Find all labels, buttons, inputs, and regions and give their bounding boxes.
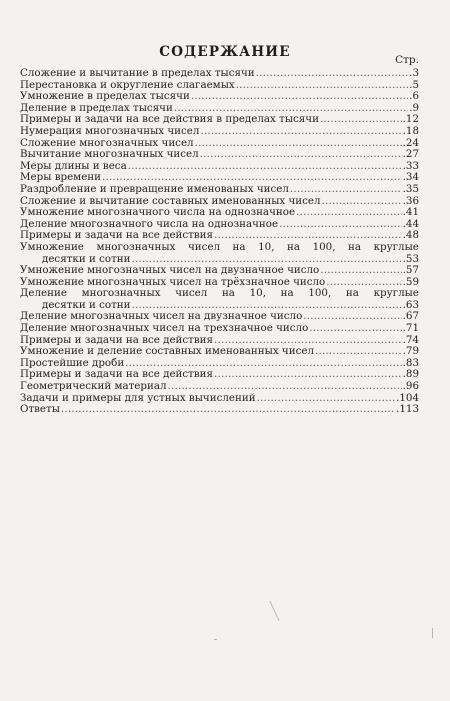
toc-entry-title: Ответы bbox=[20, 403, 60, 416]
toc-leader-dots bbox=[191, 91, 408, 103]
toc-entry-page: . 63 bbox=[403, 300, 419, 312]
toc-entry-title: Умножение многозначных чисел на трёхзначное число bbox=[20, 275, 326, 288]
toc-entry-page: . 57 bbox=[403, 265, 419, 277]
toc-leader-dots bbox=[200, 149, 402, 161]
toc-word: 10, bbox=[258, 240, 275, 253]
toc-leader-dots bbox=[195, 138, 402, 150]
toc-entry-title: Примеры и задачи на все действия bbox=[20, 333, 214, 346]
toc-word: на bbox=[232, 240, 246, 253]
toc-entry[interactable] bbox=[20, 207, 419, 219]
toc-word: на bbox=[221, 287, 235, 300]
toc-word: 10, bbox=[249, 287, 266, 300]
toc-word: на bbox=[287, 240, 301, 253]
toc-entry[interactable] bbox=[20, 265, 419, 277]
toc-leader-dots bbox=[309, 323, 401, 335]
toc-word: круглые bbox=[373, 287, 419, 300]
toc-entry-page: . 89 bbox=[403, 369, 419, 381]
toc-entry-page: . 59 bbox=[403, 277, 419, 289]
toc-leader-dots bbox=[315, 346, 402, 358]
toc-word: на bbox=[280, 287, 294, 300]
toc-entry-page: . 24 bbox=[403, 138, 419, 150]
toc-entry-page: . 5 bbox=[409, 80, 419, 92]
toc-leader-dots bbox=[296, 207, 402, 219]
toc-entry-page: . 12 bbox=[403, 114, 419, 126]
toc-entry-page: . 9 bbox=[409, 103, 419, 115]
toc-leader-dots bbox=[61, 404, 395, 416]
toc-entry-title: Умножение многозначных чисел на двузначное число bbox=[20, 264, 320, 277]
toc-entry-title: десятки и сотни bbox=[42, 252, 131, 265]
toc-entry-title: Сложение и вычитание в пределах тысячи bbox=[20, 67, 255, 79]
toc-word: чисел bbox=[175, 287, 208, 300]
page-title: СОДЕРЖАНИЕ bbox=[159, 44, 291, 60]
toc-entry[interactable] bbox=[20, 404, 419, 416]
toc-word: Умножение bbox=[20, 240, 84, 253]
toc-leader-dots bbox=[256, 68, 409, 80]
toc-entry-title: Геометрический материал bbox=[20, 380, 167, 393]
toc-entry-title: Умножение и деление составных именованных чисел bbox=[20, 345, 315, 358]
toc-entry[interactable] bbox=[20, 184, 419, 196]
toc-word: на bbox=[345, 287, 359, 300]
page-scratch-mark bbox=[432, 628, 433, 638]
toc-entry-page: . 36 bbox=[403, 196, 419, 208]
toc-leader-dots bbox=[200, 126, 401, 138]
toc-entry-title: Умножение в пределах тысячи bbox=[20, 90, 190, 103]
toc-entry-page: . 48 bbox=[403, 230, 419, 242]
toc-entry-page: . 67 bbox=[403, 311, 419, 323]
toc-entry-title: Меры длины и веса bbox=[20, 159, 127, 172]
toc-leader-dots bbox=[257, 393, 396, 405]
toc-entry-page: . 74 bbox=[403, 335, 419, 347]
toc-entry-title: Простейшие дроби bbox=[20, 356, 125, 369]
toc-entry-page: . 41 bbox=[403, 207, 419, 219]
toc-leader-dots bbox=[214, 369, 402, 381]
toc-leader-dots bbox=[279, 219, 402, 231]
page-column-label: Стр. bbox=[395, 54, 419, 66]
toc-word: Деление bbox=[20, 287, 67, 300]
toc-leader-dots bbox=[236, 80, 408, 92]
toc-word: чисел bbox=[187, 240, 221, 253]
toc-word: многозначных bbox=[96, 240, 176, 253]
toc-entry-title: Деление многозначного числа на однозначное bbox=[20, 217, 279, 230]
toc-entry-page: . 83 bbox=[403, 358, 419, 370]
toc-entry-title: Деление многозначных чисел на двузначное число bbox=[20, 310, 303, 323]
toc-entry[interactable] bbox=[20, 323, 419, 335]
toc-word: на bbox=[348, 240, 362, 253]
toc-entry-title: десятки и сотни bbox=[42, 298, 131, 311]
toc-entry-page: . 71 bbox=[403, 323, 419, 335]
toc-entry[interactable] bbox=[20, 126, 419, 138]
toc-entry[interactable] bbox=[20, 68, 419, 80]
toc-entry-page: . 6 bbox=[409, 91, 419, 103]
toc-word: многозначных bbox=[81, 287, 161, 300]
toc-leader-dots bbox=[320, 114, 402, 126]
toc-leader-dots bbox=[290, 184, 402, 196]
toc-entry-page: . 3 bbox=[409, 68, 419, 80]
toc-entry-title: Вычитание многозначных чисел bbox=[20, 148, 199, 161]
toc-entry-page: . 35 bbox=[403, 184, 419, 196]
toc-leader-dots bbox=[128, 161, 402, 173]
toc-entry-title: Сложение и вычитание составных именованных чисел bbox=[20, 194, 321, 207]
toc-entry-justified-line[interactable] bbox=[20, 242, 419, 254]
toc-word: 100, bbox=[312, 240, 336, 253]
toc-entry-page: . 104 bbox=[396, 393, 419, 405]
toc-entry-title: Деление многозначных чисел на трехзначное число bbox=[20, 322, 309, 335]
toc-entry-page: . 33 bbox=[403, 161, 419, 173]
toc-leader-dots bbox=[168, 381, 402, 393]
toc-entry-title: Примеры и задачи на все действия в пределах тысячи bbox=[20, 113, 319, 126]
page-scratch-mark bbox=[214, 639, 217, 640]
toc-leader-dots bbox=[303, 311, 401, 323]
toc-word: 100, bbox=[308, 287, 332, 300]
toc-entry-page: . 113 bbox=[396, 404, 419, 416]
toc-entry-title: Нумерация многозначных чисел bbox=[20, 124, 200, 137]
toc-word: круглые bbox=[373, 240, 419, 253]
toc-entry-page: . 34 bbox=[403, 172, 419, 184]
toc-entry[interactable] bbox=[20, 393, 419, 405]
toc-entry-page: . 79 bbox=[403, 346, 419, 358]
toc-entry-page: . 53 bbox=[403, 254, 419, 266]
toc-entry[interactable] bbox=[20, 381, 419, 393]
toc-entry[interactable] bbox=[20, 277, 419, 289]
toc-entry-title: Примеры и задачи на все действия bbox=[20, 368, 214, 381]
toc-entry-title: Примеры и задачи на все действия bbox=[20, 229, 214, 242]
toc-entry-title: Задачи и примеры для устных вычислений bbox=[20, 391, 256, 404]
toc-entry-title: Перестановка и округление слагаемых bbox=[20, 78, 235, 91]
toc-entry-page: . 96 bbox=[403, 381, 419, 393]
page-scratch-mark bbox=[269, 601, 279, 621]
toc-leader-dots bbox=[320, 265, 401, 277]
toc-entry[interactable] bbox=[20, 149, 419, 161]
toc-entry-title: Раздробление и превращение именованых чисел bbox=[20, 182, 289, 195]
toc-entry-title: Умножение многозначного числа на однозначное bbox=[20, 206, 296, 219]
table-of-contents bbox=[20, 68, 419, 416]
toc-entry-page: . 44 bbox=[403, 219, 419, 231]
toc-entry-title: Деление в пределах тысячи bbox=[20, 101, 173, 114]
toc-entry-page: . 27 bbox=[403, 149, 419, 161]
toc-leader-dots bbox=[322, 196, 402, 208]
toc-entry-title: Меры времени bbox=[20, 171, 102, 184]
toc-entry-page: . 18 bbox=[403, 126, 419, 138]
toc-entry-title: Сложение многозначных чисел bbox=[20, 136, 194, 149]
